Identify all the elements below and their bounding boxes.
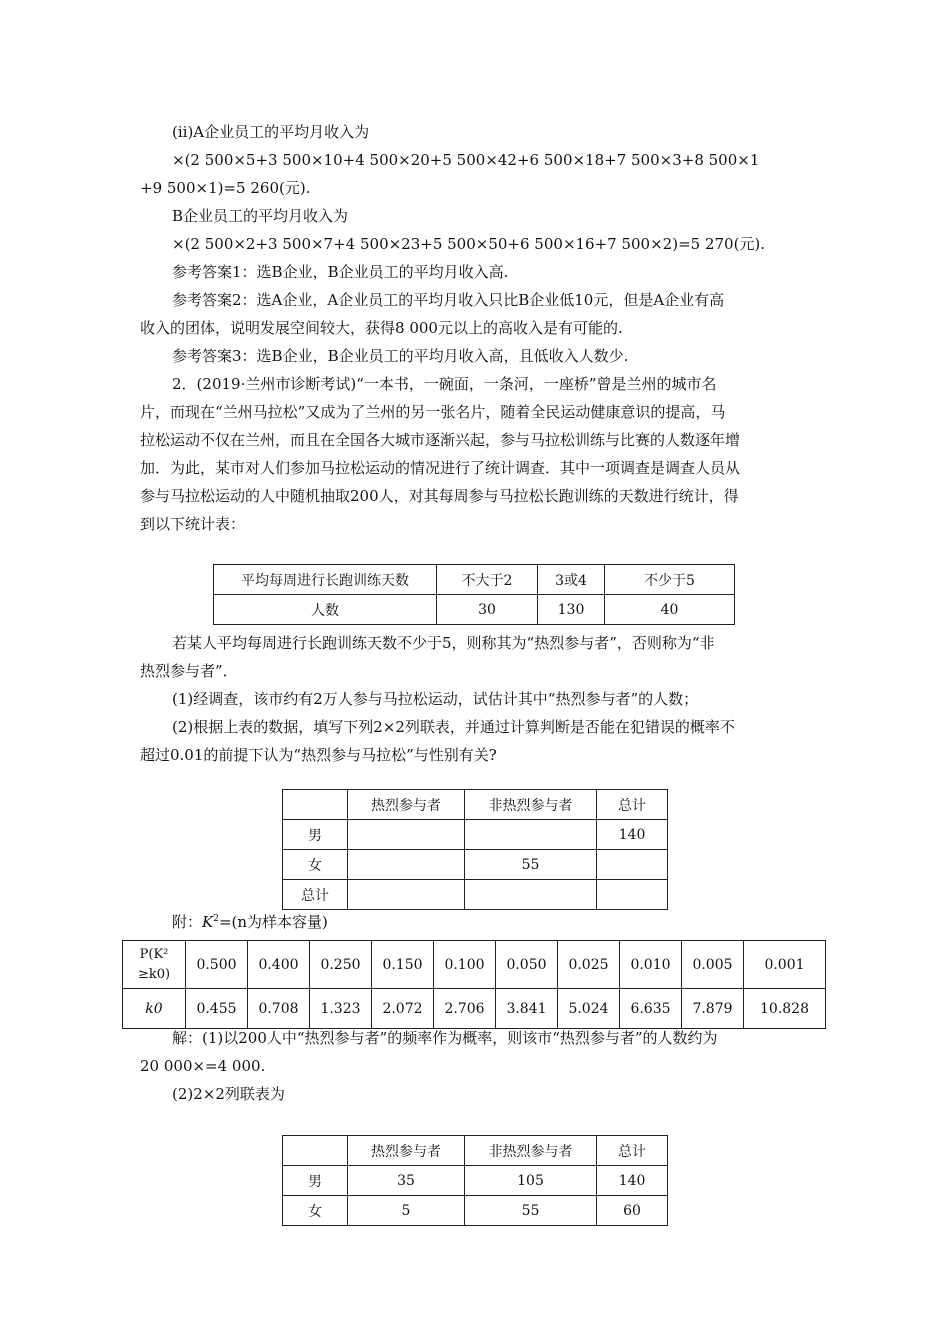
table-cell: 3或4 xyxy=(538,565,605,595)
table-cell: 非热烈参与者 xyxy=(465,790,597,820)
stats-table xyxy=(213,564,735,625)
table-cell: 不少于5 xyxy=(605,565,735,595)
table-cell: 0.400 xyxy=(248,941,310,989)
table-cell: 0.005 xyxy=(682,941,744,989)
table-cell: 60 xyxy=(597,1196,668,1226)
table-cell: 0.455 xyxy=(186,989,248,1029)
paragraph-line: 20 000×=4 000. xyxy=(140,1057,266,1075)
paragraph-line: B企业员工的平均月收入为 xyxy=(172,207,349,225)
table-cell: 女 xyxy=(283,850,348,880)
paragraph-line: 参考答案3：选B企业，B企业员工的平均月收入高，且低收入人数少. xyxy=(172,347,629,365)
table-cell: 平均每周进行长跑训练天数 xyxy=(214,565,437,595)
paragraph-line: ×(2 500×5+3 500×10+4 500×20+5 500×42+6 500×18+7 500×3+8 500×1 xyxy=(172,151,760,169)
critical-value-table xyxy=(122,940,826,1029)
table-cell: 总计 xyxy=(597,790,668,820)
table-cell: 130 xyxy=(538,595,605,625)
table-cell: 0.500 xyxy=(186,941,248,989)
table-cell: 5 xyxy=(348,1196,465,1226)
table-cell: 0.001 xyxy=(744,941,826,989)
table-header-cell: k0 xyxy=(123,989,186,1029)
paragraph-line: 收入的团体，说明发展空间较大，获得8 000元以上的高收入是有可能的. xyxy=(140,319,623,337)
table-cell: 男 xyxy=(283,820,348,850)
table-cell: 男 xyxy=(283,1166,348,1196)
table-cell: 1.323 xyxy=(310,989,372,1029)
paragraph-line: 参考答案2：选A企业，A企业员工的平均月收入只比B企业低10元，但是A企业有高 xyxy=(172,291,725,309)
paragraph-line: (1)经调查，该市约有2万人参与马拉松运动，试估计其中“热烈参与者”的人数； xyxy=(172,690,699,708)
paragraph-line: 参与马拉松运动的人中随机抽取200人，对其每周参与马拉松长跑训练的天数进行统计，得 xyxy=(140,487,739,505)
k2-suffix: =(n为样本容量) xyxy=(218,913,328,931)
table-cell: 140 xyxy=(597,1166,668,1196)
k2-formula-line xyxy=(172,906,328,935)
table-cell: 0.050 xyxy=(496,941,558,989)
table-cell xyxy=(283,790,348,820)
k2-variable: K xyxy=(202,913,214,931)
table-cell: 55 xyxy=(465,850,597,880)
table-cell: 5.024 xyxy=(558,989,620,1029)
paragraph-line: 2．(2019·兰州市诊断考试)“一本书，一碗面，一条河，一座桥”曾是兰州的城市名 xyxy=(172,375,717,393)
table-cell: 2.706 xyxy=(434,989,496,1029)
table-header-cell xyxy=(123,941,186,989)
table-cell xyxy=(348,880,465,910)
p-label-line1: P(K² xyxy=(139,946,169,962)
table-cell: 0.025 xyxy=(558,941,620,989)
table-cell: 6.635 xyxy=(620,989,682,1029)
paragraph-line: (ⅱ)A企业员工的平均月收入为 xyxy=(172,123,370,141)
table-cell xyxy=(348,850,465,880)
table-cell: 140 xyxy=(597,820,668,850)
table-cell: 3.841 xyxy=(496,989,558,1029)
contingency-table-filled xyxy=(282,1135,668,1226)
paragraph-line: 解：(1)以200人中“热烈参与者”的频率作为概率，则该市“热烈参与者”的人数约为 xyxy=(172,1029,718,1047)
table-cell: 总计 xyxy=(283,880,348,910)
table-cell xyxy=(465,820,597,850)
table-cell: 55 xyxy=(465,1196,597,1226)
table-cell: 女 xyxy=(283,1196,348,1226)
p-label-line2: ≥k0) xyxy=(137,966,171,982)
paragraph-line: 拉松运动不仅在兰州，而且在全国各大城市逐渐兴起，参与马拉松训练与比赛的人数逐年增 xyxy=(140,431,741,449)
table-cell: 0.708 xyxy=(248,989,310,1029)
paragraph-line: 参考答案1：选B企业，B企业员工的平均月收入高. xyxy=(172,263,509,281)
table-cell xyxy=(597,880,668,910)
table-cell: 7.879 xyxy=(682,989,744,1029)
table-cell xyxy=(283,1136,348,1166)
paragraph-line: (2)根据上表的数据，填写下列2×2列联表，并通过计算判断是否能在犯错误的概率不 xyxy=(172,718,735,736)
paragraph-line: 超过0.01的前提下认为“热烈参与马拉松”与性别有关? xyxy=(140,746,497,764)
paragraph-line: +9 500×1)=5 260(元). xyxy=(140,179,311,197)
k2-prefix: 附： xyxy=(172,913,203,931)
table-cell: 35 xyxy=(348,1166,465,1196)
table-cell: 10.828 xyxy=(744,989,826,1029)
table-cell: 0.100 xyxy=(434,941,496,989)
k2-superscript: 2 xyxy=(213,914,219,924)
table-cell xyxy=(348,820,465,850)
paragraph-line: 若某人平均每周进行长跑训练天数不少于5，则称其为“热烈参与者”，否则称为“非 xyxy=(172,634,715,652)
table-cell: 30 xyxy=(437,595,538,625)
table-cell xyxy=(597,850,668,880)
table-cell: 不大于2 xyxy=(437,565,538,595)
table-cell xyxy=(465,880,597,910)
paragraph-line: 片，而现在“兰州马拉松”又成为了兰州的另一张名片，随着全民运动健康意识的提高，马 xyxy=(140,403,726,421)
table-cell: 人数 xyxy=(214,595,437,625)
table-cell: 40 xyxy=(605,595,735,625)
paragraph-line: (2)2×2列联表为 xyxy=(172,1085,285,1103)
contingency-table-blank xyxy=(282,789,668,910)
table-cell: 0.010 xyxy=(620,941,682,989)
paragraph-line: 加．为此，某市对人们参加马拉松运动的情况进行了统计调查．其中一项调查是调查人员从 xyxy=(140,459,741,477)
paragraph-line: 到以下统计表： xyxy=(140,515,246,533)
table-cell: 105 xyxy=(465,1166,597,1196)
paragraph-line: 热烈参与者”． xyxy=(140,662,238,680)
table-cell: 非热烈参与者 xyxy=(465,1136,597,1166)
table-cell: 2.072 xyxy=(372,989,434,1029)
table-cell: 0.250 xyxy=(310,941,372,989)
table-cell: 热烈参与者 xyxy=(348,790,465,820)
table-cell: 热烈参与者 xyxy=(348,1136,465,1166)
table-cell: 总计 xyxy=(597,1136,668,1166)
paragraph-line: ×(2 500×2+3 500×7+4 500×23+5 500×50+6 500×16+7 500×2)=5 270(元). xyxy=(172,235,766,253)
table-cell: 0.150 xyxy=(372,941,434,989)
